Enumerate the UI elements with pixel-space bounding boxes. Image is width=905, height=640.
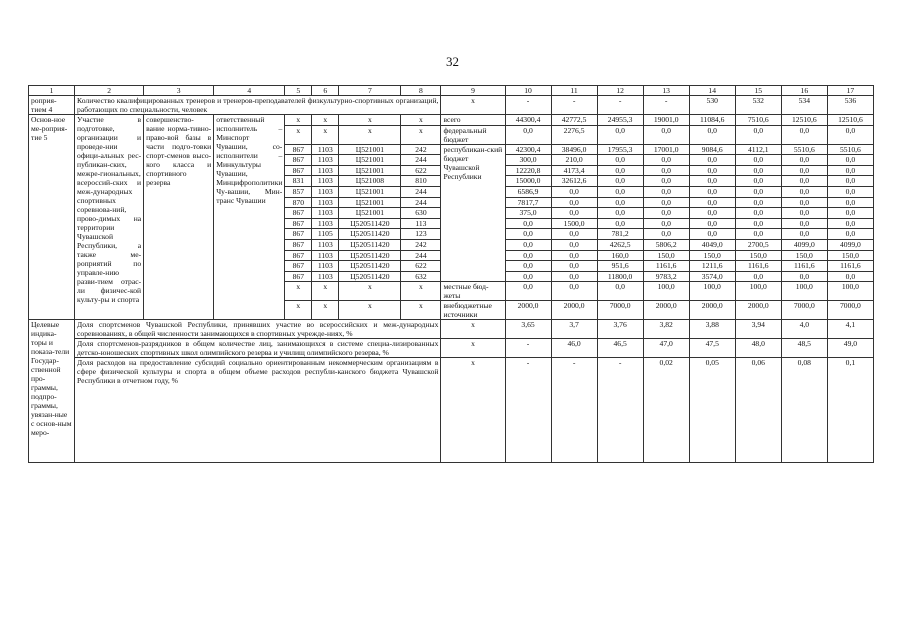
value-cell: 4262,5 <box>597 239 643 250</box>
value-cell: 42772,5 <box>551 115 597 126</box>
value-cell: 48,0 <box>735 339 781 358</box>
column-number: 17 <box>827 86 873 96</box>
value-cell: 1500,0 <box>551 218 597 229</box>
value-cell: 0,0 <box>735 208 781 219</box>
value-cell: 781,2 <box>597 229 643 240</box>
value-cell: 0,0 <box>689 155 735 166</box>
value-cell: 2276,5 <box>551 125 597 144</box>
budget-code: x <box>339 282 401 301</box>
value-cell: 534 <box>781 96 827 115</box>
value-cell: 3574,0 <box>689 271 735 282</box>
budget-code: Ц521008 <box>339 176 401 187</box>
value-cell: 150,0 <box>643 250 689 261</box>
budget-code: 123 <box>401 229 441 240</box>
column-number: 6 <box>312 86 339 96</box>
value-cell: 0,0 <box>827 186 873 197</box>
source-cell: x <box>441 96 505 115</box>
value-cell: 375,0 <box>505 208 551 219</box>
value-cell: 100,0 <box>781 282 827 301</box>
budget-code: 1103 <box>312 186 339 197</box>
value-cell: 2000,0 <box>735 301 781 320</box>
value-cell: 1211,6 <box>689 261 735 272</box>
budget-code: 1103 <box>312 208 339 219</box>
budget-code: x <box>339 301 401 320</box>
value-cell: 0,0 <box>689 165 735 176</box>
budget-code: 1103 <box>312 261 339 272</box>
column-number: 8 <box>401 86 441 96</box>
value-cell: 0,0 <box>735 165 781 176</box>
column-number: 9 <box>441 86 505 96</box>
value-cell: 0,0 <box>781 165 827 176</box>
value-cell: 0,1 <box>827 358 873 463</box>
value-cell: 7817,7 <box>505 197 551 208</box>
value-cell: 3,94 <box>735 320 781 339</box>
value-cell: 0,0 <box>505 239 551 250</box>
budget-code: x <box>401 301 441 320</box>
value-cell: 0,0 <box>827 165 873 176</box>
budget-code: 867 <box>285 250 312 261</box>
budget-code: x <box>285 301 312 320</box>
budget-code: Ц520511420 <box>339 261 401 272</box>
budget-code: 867 <box>285 229 312 240</box>
value-cell: 0,0 <box>689 229 735 240</box>
value-cell: 38496,0 <box>551 144 597 155</box>
budget-code: 244 <box>401 155 441 166</box>
value-cell: 5806,2 <box>643 239 689 250</box>
budget-code: 622 <box>401 165 441 176</box>
value-cell: 0,0 <box>505 218 551 229</box>
value-cell: 0,0 <box>827 197 873 208</box>
source-label: местные бюд-жеты <box>441 282 505 301</box>
value-cell: 0,0 <box>827 125 873 144</box>
column-number: 12 <box>597 86 643 96</box>
value-cell: 0,0 <box>597 155 643 166</box>
column-number: 5 <box>285 86 312 96</box>
value-cell: 0,0 <box>781 208 827 219</box>
value-cell: 3,7 <box>551 320 597 339</box>
budget-code: Ц520511420 <box>339 271 401 282</box>
budget-code: 810 <box>401 176 441 187</box>
value-cell: 3,82 <box>643 320 689 339</box>
value-cell: 7000,0 <box>597 301 643 320</box>
budget-code: Ц521001 <box>339 165 401 176</box>
budget-code: 857 <box>285 186 312 197</box>
budget-code: 867 <box>285 165 312 176</box>
budget-code: x <box>285 282 312 301</box>
value-cell: 0,0 <box>505 125 551 144</box>
value-cell: 4112,1 <box>735 144 781 155</box>
value-cell: 0,0 <box>827 271 873 282</box>
value-cell: 2000,0 <box>689 301 735 320</box>
value-cell: 0,0 <box>551 197 597 208</box>
value-cell: 0,0 <box>781 218 827 229</box>
value-cell: 9783,2 <box>643 271 689 282</box>
value-cell: 100,0 <box>689 282 735 301</box>
value-cell: 11084,6 <box>689 115 735 126</box>
value-cell: - <box>597 358 643 463</box>
value-cell: 0,0 <box>551 208 597 219</box>
value-cell: 0,0 <box>643 208 689 219</box>
value-cell: 2000,0 <box>551 301 597 320</box>
value-cell: 2000,0 <box>505 301 551 320</box>
column-number: 4 <box>214 86 285 96</box>
column-number: 10 <box>505 86 551 96</box>
value-cell: 2000,0 <box>643 301 689 320</box>
value-cell: 0,0 <box>597 165 643 176</box>
budget-code: 1103 <box>312 144 339 155</box>
value-cell: 0,0 <box>781 125 827 144</box>
budget-code: Ц520511420 <box>339 250 401 261</box>
value-cell: 47,0 <box>643 339 689 358</box>
event-executor: ответственный исполнитель – Минспорт Чувашии, со-исполнители – Минкультуры Чувашии, Минцифрополитики Чу-вашии, Мин-транс Чувашии <box>214 115 285 320</box>
value-cell: 0,0 <box>689 218 735 229</box>
value-cell: 7510,6 <box>735 115 781 126</box>
value-cell: 0,0 <box>735 176 781 187</box>
value-cell: 0,0 <box>643 165 689 176</box>
value-cell: 0,0 <box>689 125 735 144</box>
budget-code: x <box>312 115 339 126</box>
value-cell: 0,0 <box>643 229 689 240</box>
value-cell: 0,0 <box>597 186 643 197</box>
budget-code: 1103 <box>312 239 339 250</box>
value-cell: 0,0 <box>597 176 643 187</box>
value-cell: 4,0 <box>781 320 827 339</box>
value-cell: 100,0 <box>827 282 873 301</box>
indicator-text: Доля расходов на предоставление субсидий социально ориентированным некоммерческим организациям в сфере физической культуры и спорта в общем объеме расходов республи-канского бюджета Чувашской Республики в отчетном году, % <box>75 358 441 463</box>
value-cell: 0,0 <box>505 250 551 261</box>
budget-code: x <box>401 115 441 126</box>
value-cell: 0,08 <box>781 358 827 463</box>
budget-code: 630 <box>401 208 441 219</box>
value-cell: 0,0 <box>735 186 781 197</box>
value-cell: 0,0 <box>735 197 781 208</box>
page-number: 32 <box>446 54 459 69</box>
value-cell: 0,06 <box>735 358 781 463</box>
value-cell: 150,0 <box>689 250 735 261</box>
value-cell: 0,05 <box>689 358 735 463</box>
value-cell: 0,0 <box>551 282 597 301</box>
value-cell: 2700,5 <box>735 239 781 250</box>
value-cell: - <box>551 358 597 463</box>
column-number: 11 <box>551 86 597 96</box>
column-number: 1 <box>29 86 75 96</box>
value-cell: 0,0 <box>781 197 827 208</box>
value-cell: 0,0 <box>827 208 873 219</box>
value-cell: 3,76 <box>597 320 643 339</box>
indicator-text: Количество квалифицированных тренеров и тренеров-преподавателей физкультурно-спортивных организаций, работающих по специальности, человек <box>75 96 441 115</box>
value-cell: 0,0 <box>505 261 551 272</box>
budget-code: 867 <box>285 155 312 166</box>
value-cell: 0,0 <box>551 239 597 250</box>
indicator-text: Доля спортсменов-разрядников в общем количестве лиц, занимающихся в системе специа-лизированных детско-юношеских спортивных школ олимпийского резерва и училищ олимпийского резерва, % <box>75 339 441 358</box>
indicator-text: Доля спортсменов Чувашской Республики, принявших участие во всероссийских и меж-дународных соревнованиях, в общей численности занимающихся в спортивных учрежде-ниях, % <box>75 320 441 339</box>
value-cell: 0,0 <box>735 218 781 229</box>
value-cell: 0,0 <box>551 186 597 197</box>
budget-code: 1103 <box>312 197 339 208</box>
value-cell: 300,0 <box>505 155 551 166</box>
value-cell: - <box>551 96 597 115</box>
value-cell: 0,0 <box>505 271 551 282</box>
value-cell: 160,0 <box>597 250 643 261</box>
value-cell: 0,0 <box>781 155 827 166</box>
column-number: 3 <box>144 86 214 96</box>
value-cell: 4,1 <box>827 320 873 339</box>
budget-code: x <box>401 282 441 301</box>
value-cell: 0,0 <box>827 218 873 229</box>
value-cell: 0,02 <box>643 358 689 463</box>
value-cell: 150,0 <box>735 250 781 261</box>
budget-code: Ц521001 <box>339 144 401 155</box>
value-cell: 0,0 <box>781 229 827 240</box>
value-cell: 0,0 <box>735 155 781 166</box>
budget-code: 113 <box>401 218 441 229</box>
budget-code: 867 <box>285 271 312 282</box>
value-cell: 24955,3 <box>597 115 643 126</box>
value-cell: 7000,0 <box>827 301 873 320</box>
event-label: роприя-тием 4 <box>29 96 75 115</box>
value-cell: 532 <box>735 96 781 115</box>
budget-code: x <box>339 115 401 126</box>
value-cell: 0,0 <box>735 125 781 144</box>
value-cell: 0,0 <box>551 261 597 272</box>
budget-code: 632 <box>401 271 441 282</box>
event-task: совершенство-вание норма-тивно-право-вой базы в части подго-товки спорт-сменов высо-кого класса и спортивного резерва <box>144 115 214 320</box>
value-cell: - <box>505 358 551 463</box>
targets-label: Целевые индика-торы и показа-тели Государ-ственной про-граммы, подпро-граммы, увязан-ные с основ-ным меро- <box>29 320 75 463</box>
source-label: внебюджетные источники <box>441 301 505 320</box>
value-cell: 44300,4 <box>505 115 551 126</box>
value-cell: - <box>597 96 643 115</box>
value-cell: 0,0 <box>551 229 597 240</box>
source-label: республикан-ский бюджет Чувашской Республики <box>441 144 505 282</box>
value-cell: 12510,6 <box>781 115 827 126</box>
value-cell: 0,0 <box>827 155 873 166</box>
value-cell: 4049,0 <box>689 239 735 250</box>
value-cell: 11800,0 <box>597 271 643 282</box>
budget-code: Ц521001 <box>339 155 401 166</box>
value-cell: 0,0 <box>643 155 689 166</box>
budget-code: 242 <box>401 144 441 155</box>
value-cell: 0,0 <box>597 125 643 144</box>
budget-code: 1103 <box>312 155 339 166</box>
budget-code: 831 <box>285 176 312 187</box>
value-cell: 46,0 <box>551 339 597 358</box>
value-cell: 5510,6 <box>781 144 827 155</box>
value-cell: 210,0 <box>551 155 597 166</box>
budget-code: 867 <box>285 218 312 229</box>
value-cell: 150,0 <box>781 250 827 261</box>
program-table <box>28 85 874 463</box>
value-cell: 12510,6 <box>827 115 873 126</box>
budget-code: 1103 <box>312 250 339 261</box>
source-cell: x <box>441 320 505 339</box>
value-cell: 5510,6 <box>827 144 873 155</box>
table-row <box>29 339 874 358</box>
budget-code: x <box>312 282 339 301</box>
value-cell: 6586,9 <box>505 186 551 197</box>
value-cell: 100,0 <box>735 282 781 301</box>
budget-code: 1103 <box>312 271 339 282</box>
budget-code: 867 <box>285 239 312 250</box>
budget-code: 244 <box>401 186 441 197</box>
value-cell: - <box>505 96 551 115</box>
value-cell: 0,0 <box>597 197 643 208</box>
value-cell: 4099,0 <box>781 239 827 250</box>
value-cell: 3,65 <box>505 320 551 339</box>
value-cell: 49,0 <box>827 339 873 358</box>
value-cell: 1161,6 <box>643 261 689 272</box>
value-cell: 0,0 <box>597 208 643 219</box>
source-label: федеральный бюджет <box>441 125 505 144</box>
budget-code: x <box>312 125 339 144</box>
value-cell: 15000,0 <box>505 176 551 187</box>
budget-code: 1103 <box>312 165 339 176</box>
budget-code: 1105 <box>312 229 339 240</box>
budget-code: 622 <box>401 261 441 272</box>
value-cell: 1161,6 <box>781 261 827 272</box>
column-number: 15 <box>735 86 781 96</box>
value-cell: 530 <box>689 96 735 115</box>
value-cell: 0,0 <box>781 186 827 197</box>
budget-code: 1103 <box>312 218 339 229</box>
budget-code: 1103 <box>312 176 339 187</box>
value-cell: 0,0 <box>781 176 827 187</box>
value-cell: 0,0 <box>781 271 827 282</box>
budget-code: x <box>285 115 312 126</box>
value-cell: 0,0 <box>735 271 781 282</box>
value-cell: 17955,3 <box>597 144 643 155</box>
value-cell: 12220,8 <box>505 165 551 176</box>
column-number: 13 <box>643 86 689 96</box>
budget-code: 244 <box>401 250 441 261</box>
value-cell: 100,0 <box>643 282 689 301</box>
value-cell: 0,0 <box>597 218 643 229</box>
value-cell: 0,0 <box>597 282 643 301</box>
budget-code: Ц520511420 <box>339 239 401 250</box>
value-cell: - <box>643 96 689 115</box>
budget-code: x <box>312 301 339 320</box>
value-cell: 0,0 <box>689 186 735 197</box>
value-cell: 0,0 <box>689 208 735 219</box>
budget-code: 244 <box>401 197 441 208</box>
column-number: 2 <box>75 86 144 96</box>
value-cell: 0,0 <box>505 282 551 301</box>
table-row <box>29 96 874 115</box>
value-cell: 0,0 <box>643 186 689 197</box>
value-cell: 0,0 <box>551 250 597 261</box>
column-number: 16 <box>781 86 827 96</box>
value-cell: 4173,4 <box>551 165 597 176</box>
value-cell: 0,0 <box>505 229 551 240</box>
budget-code: Ц521001 <box>339 197 401 208</box>
value-cell: 536 <box>827 96 873 115</box>
value-cell: 0,0 <box>735 229 781 240</box>
budget-code: x <box>401 125 441 144</box>
event-label: Основ-ное ме-роприя-тие 5 <box>29 115 75 320</box>
value-cell: 46,5 <box>597 339 643 358</box>
value-cell: 3,88 <box>689 320 735 339</box>
budget-code: x <box>339 125 401 144</box>
budget-code: 867 <box>285 144 312 155</box>
table-row <box>29 115 874 126</box>
value-cell: 47,5 <box>689 339 735 358</box>
value-cell: 1161,6 <box>735 261 781 272</box>
value-cell: 48,5 <box>781 339 827 358</box>
column-number: 7 <box>339 86 401 96</box>
table-row <box>29 320 874 339</box>
value-cell: 150,0 <box>827 250 873 261</box>
value-cell: 0,0 <box>689 197 735 208</box>
value-cell: 0,0 <box>827 176 873 187</box>
table-row <box>29 86 874 96</box>
value-cell: 0,0 <box>827 229 873 240</box>
value-cell: 0,0 <box>643 176 689 187</box>
budget-code: x <box>285 125 312 144</box>
budget-code: 867 <box>285 261 312 272</box>
budget-code: 867 <box>285 208 312 219</box>
value-cell: 42300,4 <box>505 144 551 155</box>
budget-code: Ц521001 <box>339 208 401 219</box>
budget-code: 870 <box>285 197 312 208</box>
source-cell: x <box>441 339 505 358</box>
value-cell: 0,0 <box>643 218 689 229</box>
budget-code: 242 <box>401 239 441 250</box>
budget-code: Ц520511420 <box>339 218 401 229</box>
value-cell: - <box>505 339 551 358</box>
value-cell: 0,0 <box>689 176 735 187</box>
value-cell: 4099,0 <box>827 239 873 250</box>
budget-code: Ц520511420 <box>339 229 401 240</box>
column-number: 14 <box>689 86 735 96</box>
value-cell: 19001,0 <box>643 115 689 126</box>
value-cell: 32612,6 <box>551 176 597 187</box>
value-cell: 7000,0 <box>781 301 827 320</box>
source-cell: x <box>441 358 505 463</box>
value-cell: 0,0 <box>551 271 597 282</box>
value-cell: 0,0 <box>643 125 689 144</box>
value-cell: 1161,6 <box>827 261 873 272</box>
source-label: всего <box>441 115 505 126</box>
event-description: Участие в подготовке, организации и проведе-нии офици-альных рес-публикан-ских, межре-гиональных, всероссий-ских и меж-дународных спортивных соревнова-ний, прово-димых на территории Чувашской Республики, а также ме-роприятий по управле-нию разви-тием отрас-ли физичес-кой культу-ры и спорта <box>75 115 144 320</box>
value-cell: 951,6 <box>597 261 643 272</box>
table-row <box>29 358 874 463</box>
value-cell: 9084,6 <box>689 144 735 155</box>
value-cell: 17001,0 <box>643 144 689 155</box>
budget-code: Ц521001 <box>339 186 401 197</box>
value-cell: 0,0 <box>643 197 689 208</box>
